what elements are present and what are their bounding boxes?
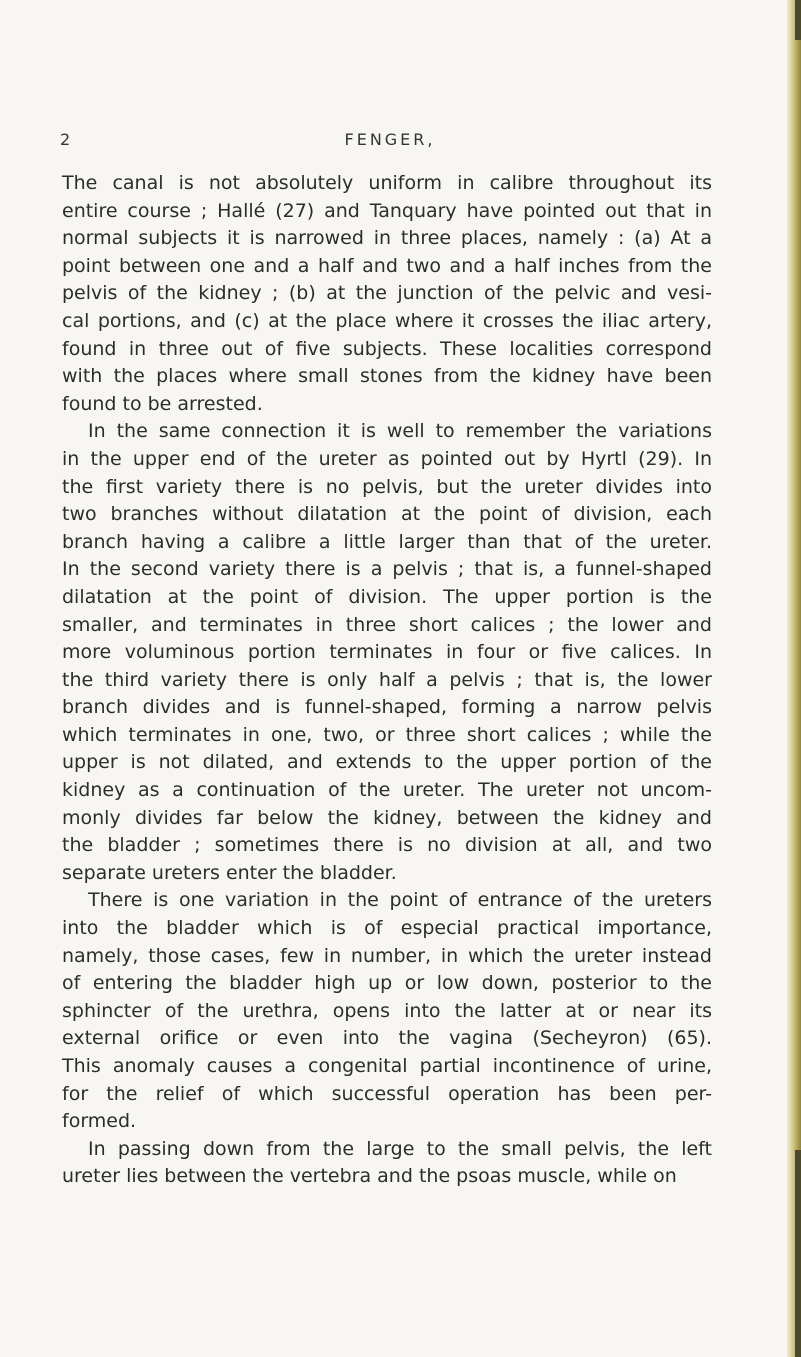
text-line: which terminates in one, two, or three short calices ; while the: [62, 723, 712, 746]
text-line: external orifice or even into the vagina (Secheyron) (65).: [62, 1027, 712, 1050]
text-line: There is one variation in the point of entrance of the ureters: [88, 889, 712, 912]
text-line: smaller, and terminates in three short calices ; the lower and: [62, 613, 712, 636]
text-line: The canal is not absolutely uniform in calibre throughout its: [62, 172, 712, 194]
text-line: In the second variety there is a pelvis ; that is, a funnel-shaped: [62, 558, 712, 581]
text-line: pelvis of the kidney ; (b) at the junction of the pelvic and vesi-: [62, 282, 712, 305]
paragraph: [62, 170, 712, 418]
text-line: for the relief of which successful operation has been per-: [62, 1082, 712, 1105]
page-edge-shadow: [795, 1150, 801, 1357]
paragraph: [62, 1136, 712, 1191]
text-line: separate ureters enter the bladder.: [62, 861, 397, 884]
running-head: [60, 130, 720, 156]
text-line: In passing down from the large to the small pelvis, the left: [88, 1137, 712, 1160]
text-line: more voluminous portion terminates in four or five calices. In: [62, 641, 712, 664]
text-line: In the same connection it is well to remember the variations: [88, 420, 712, 443]
text-line: monly divides far below the kidney, between the kidney and: [62, 806, 712, 829]
text-line: branch divides and is funnel-shaped, forming a narrow pelvis: [62, 696, 712, 719]
text-line: dilatation at the point of division. The upper portion is the: [62, 585, 712, 608]
text-line: upper is not dilated, and extends to the upper portion of the: [62, 751, 712, 774]
text-line: cal portions, and (c) at the place where it crosses the iliac artery,: [62, 309, 712, 332]
text-line: This anomaly causes a congenital partial incontinence of urine,: [62, 1055, 712, 1077]
text-line: entire course ; Hallé (27) and Tanquary have pointed out that in: [62, 199, 712, 222]
page-edge-shadow: [795, 0, 801, 40]
text-line: point between one and a half and two and a half inches from the: [62, 254, 712, 277]
page-number: 2: [60, 130, 74, 149]
text-line: namely, those cases, few in number, in which the ureter instead: [62, 944, 712, 967]
text-line: with the places where small stones from the kidney have been: [62, 365, 712, 388]
text-line: branch having a calibre a little larger than that of the ureter.: [62, 530, 712, 553]
text-line: into the bladder which is of especial practical importance,: [62, 917, 712, 940]
text-line: found to be arrested.: [62, 392, 263, 415]
running-title: FENGER,: [344, 130, 436, 149]
text-line: the third variety there is only half a pelvis ; that is, the lower: [62, 668, 712, 691]
text-line: kidney as a continuation of the ureter. The ureter not uncom-: [62, 779, 712, 802]
text-line: ureter lies between the vertebra and the psoas muscle, while on: [62, 1165, 677, 1188]
text-line: the bladder ; sometimes there is no division at all, and two: [62, 834, 712, 857]
text-line: the first variety there is no pelvis, but the ureter divides into: [62, 475, 712, 498]
text-line: found in three out of five subjects. These localities correspond: [62, 337, 712, 360]
paragraph: [62, 418, 712, 887]
text-line: sphincter of the urethra, opens into the latter at or near its: [62, 999, 712, 1022]
text-line: in the upper end of the ureter as pointed out by Hyrtl (29). In: [62, 447, 712, 470]
text-line: of entering the bladder high up or low down, posterior to the: [62, 972, 712, 995]
text-line: formed.: [62, 1110, 137, 1133]
text-line: normal subjects it is narrowed in three places, namely : (a) At a: [62, 227, 712, 250]
paragraph: [62, 887, 712, 1135]
body-text: [62, 170, 712, 1191]
text-line: two branches without dilatation at the point of division, each: [62, 503, 712, 526]
